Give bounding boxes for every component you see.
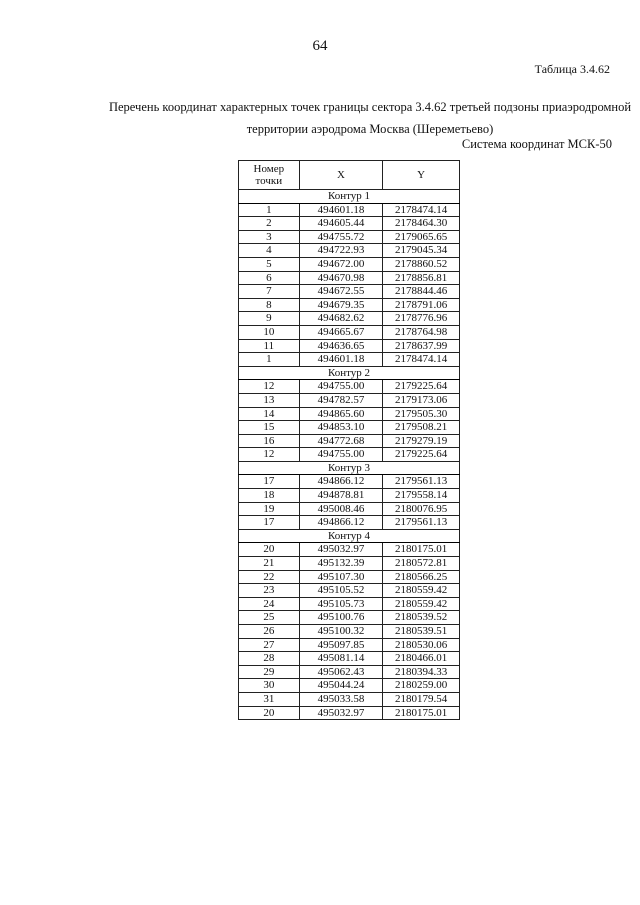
x-cell: 494672.55 — [299, 285, 383, 299]
x-cell: 495044.24 — [299, 679, 383, 693]
contour-header-row — [239, 529, 460, 543]
y-cell: 2179505.30 — [383, 407, 460, 421]
table-row — [239, 325, 460, 339]
point-number-cell: 2 — [239, 217, 300, 231]
point-number-cell: 20 — [239, 706, 300, 720]
table-row — [239, 380, 460, 394]
y-cell: 2179045.34 — [383, 244, 460, 258]
x-cell: 494878.81 — [299, 489, 383, 503]
x-cell: 494772.68 — [299, 434, 383, 448]
y-cell: 2179561.13 — [383, 516, 460, 530]
y-cell: 2178860.52 — [383, 257, 460, 271]
table-row — [239, 475, 460, 489]
table-row — [239, 271, 460, 285]
table-row — [239, 285, 460, 299]
table-row — [239, 584, 460, 598]
y-cell: 2180539.52 — [383, 611, 460, 625]
point-number-cell: 21 — [239, 557, 300, 571]
x-cell: 494866.12 — [299, 475, 383, 489]
header-x: X — [299, 161, 383, 190]
y-cell: 2180259.00 — [383, 679, 460, 693]
point-number-cell: 26 — [239, 625, 300, 639]
y-cell: 2179225.64 — [383, 380, 460, 394]
table-row — [239, 638, 460, 652]
x-cell: 495100.32 — [299, 625, 383, 639]
title-line-1: Перечень координат характерных точек границы сектора 3.4.62 третьей подзоны приаэродромной — [108, 100, 632, 114]
x-cell: 494755.72 — [299, 230, 383, 244]
table-row — [239, 706, 460, 720]
point-number-cell: 30 — [239, 679, 300, 693]
y-cell: 2178637.99 — [383, 339, 460, 353]
x-cell: 494605.44 — [299, 217, 383, 231]
point-number-cell: 11 — [239, 339, 300, 353]
point-number-cell: 6 — [239, 271, 300, 285]
x-cell: 495105.73 — [299, 597, 383, 611]
point-number-cell: 22 — [239, 570, 300, 584]
point-number-cell: 20 — [239, 543, 300, 557]
y-cell: 2179561.13 — [383, 475, 460, 489]
contour-header-row — [239, 190, 460, 204]
x-cell: 494865.60 — [299, 407, 383, 421]
x-cell: 494601.18 — [299, 203, 383, 217]
x-cell: 494682.62 — [299, 312, 383, 326]
table-row — [239, 543, 460, 557]
point-number-cell: 27 — [239, 638, 300, 652]
x-cell: 495033.58 — [299, 692, 383, 706]
table-row — [239, 597, 460, 611]
x-cell: 494782.57 — [299, 393, 383, 407]
table-row — [239, 679, 460, 693]
y-cell: 2180175.01 — [383, 706, 460, 720]
title-line-2: территории аэродрома Москва (Шереметьево) — [246, 122, 494, 136]
x-cell: 495008.46 — [299, 502, 383, 516]
table-row — [239, 312, 460, 326]
x-cell: 494755.00 — [299, 448, 383, 462]
x-cell: 494636.65 — [299, 339, 383, 353]
y-cell: 2179225.64 — [383, 448, 460, 462]
y-cell: 2180466.01 — [383, 652, 460, 666]
table-body — [239, 190, 460, 720]
table-row — [239, 434, 460, 448]
table-row — [239, 393, 460, 407]
y-cell: 2178464.30 — [383, 217, 460, 231]
contour-title: Контур 3 — [239, 461, 460, 475]
point-number-cell: 28 — [239, 652, 300, 666]
header-point-number: Номер точки — [239, 161, 300, 190]
coordinate-system-label: Система координат МСК-50 — [461, 137, 612, 151]
table-row — [239, 353, 460, 367]
page-title — [100, 96, 640, 140]
point-number-cell: 15 — [239, 421, 300, 435]
table-row — [239, 625, 460, 639]
x-cell: 495107.30 — [299, 570, 383, 584]
y-cell: 2179065.65 — [383, 230, 460, 244]
y-cell: 2180394.33 — [383, 665, 460, 679]
table-row — [239, 203, 460, 217]
point-number-cell: 24 — [239, 597, 300, 611]
point-number-cell: 1 — [239, 353, 300, 367]
point-number-cell: 23 — [239, 584, 300, 598]
x-cell: 494672.00 — [299, 257, 383, 271]
point-number-cell: 12 — [239, 380, 300, 394]
contour-title: Контур 4 — [239, 529, 460, 543]
y-cell: 2178856.81 — [383, 271, 460, 285]
table-row — [239, 489, 460, 503]
point-number-cell: 17 — [239, 475, 300, 489]
point-number-cell: 10 — [239, 325, 300, 339]
x-cell: 495032.97 — [299, 543, 383, 557]
table-row — [239, 665, 460, 679]
x-cell: 495105.52 — [299, 584, 383, 598]
table-row — [239, 421, 460, 435]
y-cell: 2178776.96 — [383, 312, 460, 326]
point-number-cell: 25 — [239, 611, 300, 625]
y-cell: 2180539.51 — [383, 625, 460, 639]
x-cell: 495081.14 — [299, 652, 383, 666]
point-number-cell: 31 — [239, 692, 300, 706]
y-cell: 2180559.42 — [383, 584, 460, 598]
x-cell: 495032.97 — [299, 706, 383, 720]
table-row — [239, 298, 460, 312]
table-row — [239, 652, 460, 666]
x-cell: 494670.98 — [299, 271, 383, 285]
point-number-cell: 8 — [239, 298, 300, 312]
contour-title: Контур 2 — [239, 366, 460, 380]
table-row — [239, 407, 460, 421]
x-cell: 494866.12 — [299, 516, 383, 530]
header-y: Y — [383, 161, 460, 190]
x-cell: 494722.93 — [299, 244, 383, 258]
table-row — [239, 502, 460, 516]
y-cell: 2180076.95 — [383, 502, 460, 516]
point-number-cell: 19 — [239, 502, 300, 516]
table-row — [239, 516, 460, 530]
table-row — [239, 339, 460, 353]
point-number-cell: 17 — [239, 516, 300, 530]
point-number-cell: 18 — [239, 489, 300, 503]
table-row — [239, 217, 460, 231]
y-cell: 2178791.06 — [383, 298, 460, 312]
table-row — [239, 230, 460, 244]
table-row — [239, 448, 460, 462]
table-row — [239, 244, 460, 258]
contour-header-row — [239, 461, 460, 475]
x-cell: 494755.00 — [299, 380, 383, 394]
table-row — [239, 692, 460, 706]
x-cell: 494665.67 — [299, 325, 383, 339]
coordinates-table — [238, 160, 460, 720]
x-cell: 495097.85 — [299, 638, 383, 652]
y-cell: 2180175.01 — [383, 543, 460, 557]
y-cell: 2179508.21 — [383, 421, 460, 435]
y-cell: 2178764.98 — [383, 325, 460, 339]
table-row — [239, 257, 460, 271]
y-cell: 2180530.06 — [383, 638, 460, 652]
point-number-cell: 13 — [239, 393, 300, 407]
point-number-cell: 29 — [239, 665, 300, 679]
point-number-cell: 1 — [239, 203, 300, 217]
x-cell: 494679.35 — [299, 298, 383, 312]
table-row — [239, 611, 460, 625]
x-cell: 495132.39 — [299, 557, 383, 571]
page-number: 64 — [312, 38, 328, 54]
contour-header-row — [239, 366, 460, 380]
y-cell: 2179558.14 — [383, 489, 460, 503]
point-number-cell: 7 — [239, 285, 300, 299]
table-header-row — [239, 161, 460, 190]
y-cell: 2180572.81 — [383, 557, 460, 571]
table-label: Таблица 3.4.62 — [534, 62, 610, 76]
point-number-cell: 9 — [239, 312, 300, 326]
x-cell: 494853.10 — [299, 421, 383, 435]
x-cell: 495100.76 — [299, 611, 383, 625]
y-cell: 2180179.54 — [383, 692, 460, 706]
y-cell: 2180566.25 — [383, 570, 460, 584]
point-number-cell: 3 — [239, 230, 300, 244]
point-number-cell: 14 — [239, 407, 300, 421]
table-row — [239, 557, 460, 571]
point-number-cell: 5 — [239, 257, 300, 271]
y-cell: 2178474.14 — [383, 353, 460, 367]
y-cell: 2178844.46 — [383, 285, 460, 299]
y-cell: 2179279.19 — [383, 434, 460, 448]
y-cell: 2180559.42 — [383, 597, 460, 611]
x-cell: 494601.18 — [299, 353, 383, 367]
point-number-cell: 16 — [239, 434, 300, 448]
point-number-cell: 12 — [239, 448, 300, 462]
table-row — [239, 570, 460, 584]
y-cell: 2179173.06 — [383, 393, 460, 407]
y-cell: 2178474.14 — [383, 203, 460, 217]
point-number-cell: 4 — [239, 244, 300, 258]
x-cell: 495062.43 — [299, 665, 383, 679]
contour-title: Контур 1 — [239, 190, 460, 204]
